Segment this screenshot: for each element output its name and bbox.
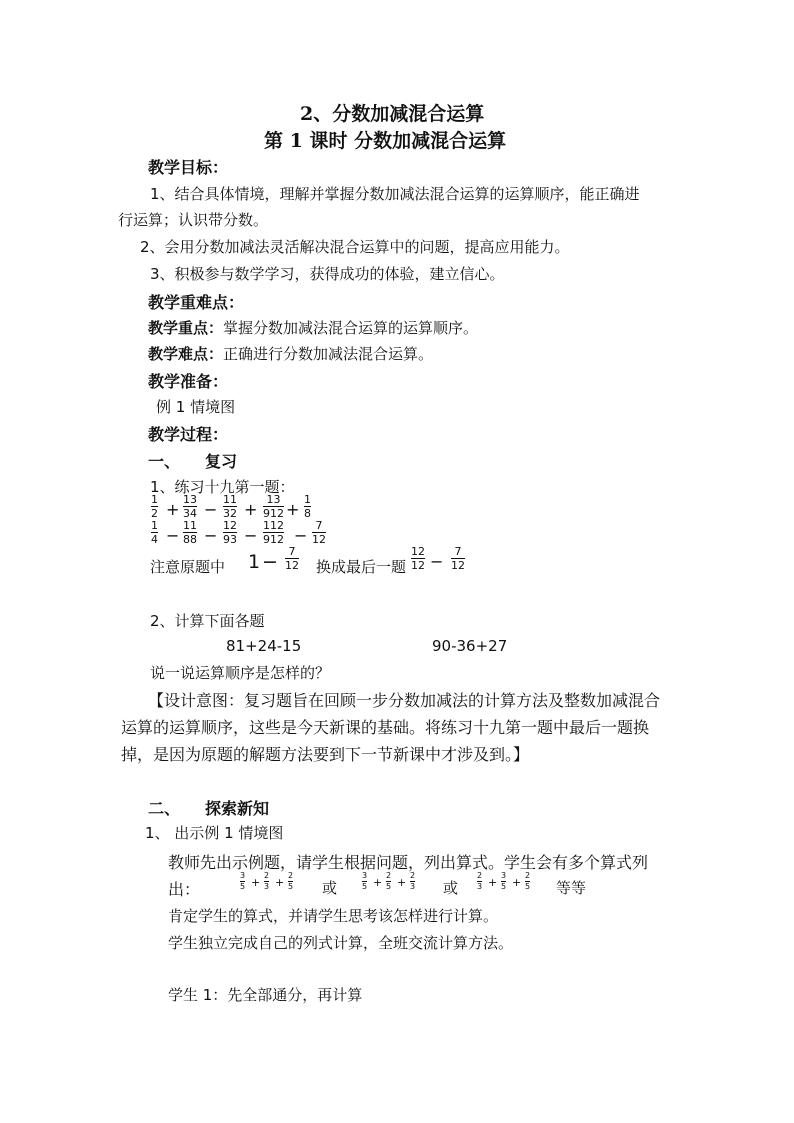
calc-1: 81+24-15: [226, 637, 302, 655]
plus: +: [251, 876, 261, 889]
difficulty-label: 教学难点：: [148, 345, 224, 363]
fraction: 11 88: [183, 519, 197, 546]
fraction: 13 912: [263, 493, 284, 520]
independent-text: 学生独立完成自己的列式计算，全班交流计算方法。: [168, 934, 514, 952]
plus: +: [512, 876, 522, 889]
talk-question: 说一说运算顺序是怎样的？: [150, 664, 331, 682]
fraction: 2 3: [410, 871, 416, 891]
design-intent-line-1: 【设计意图：复习题旨在回顾一步分数加减法的计算方法及整数加减混合: [148, 691, 661, 710]
teacher-line-2: 出：: [168, 880, 201, 899]
focus-text: 掌握分数加减法混合运算的运算顺序。: [223, 319, 479, 337]
section-1-number: 一、: [148, 452, 181, 471]
objective-1-line-1: 1、结合具体情境，理解并掌握分数加减法混合运算的运算顺序，能正确进: [150, 185, 640, 203]
teacher-line-1: 教师先出示例题，请学生根据问题，列出算式。学生会有多个算式列: [168, 853, 649, 872]
focus-label: 教学重点：: [148, 319, 224, 337]
fraction: 2 3: [477, 871, 483, 891]
preparation-text: 例 1 情境图: [156, 398, 236, 416]
fraction: 13 34: [183, 493, 197, 520]
objectives-heading: 教学目标：: [148, 158, 229, 177]
exercise-2-label: 2、计算下面各题: [150, 612, 265, 630]
student-1-text: 学生 1：先全部通分，再计算: [168, 986, 363, 1004]
difficulty-text: 正确进行分数加减法混合运算。: [223, 345, 434, 363]
note-fraction: 12 12: [411, 545, 425, 572]
operator: +: [286, 500, 300, 519]
fraction: 1 4: [151, 519, 158, 546]
fraction: 12 93: [223, 519, 237, 546]
operator: −: [166, 526, 180, 545]
section-1-title: 复习: [205, 452, 238, 471]
fraction: 2 3: [264, 871, 270, 891]
note-prefix: 注意原题中: [150, 558, 226, 576]
focus-line: [148, 317, 478, 338]
fraction: 2 5: [525, 871, 531, 891]
operator: −: [244, 526, 258, 545]
fraction: 3 5: [362, 871, 368, 891]
design-intent-line-2: 运算的运算顺序，这些是今天新课的基础。将练习十九第一题中最后一题换: [121, 718, 650, 737]
fraction: 112 912: [263, 519, 284, 546]
difficulty-line: [148, 343, 433, 364]
note-minus: −: [430, 552, 444, 571]
fraction: 2 5: [288, 871, 294, 891]
fraction: 1 2: [151, 493, 158, 520]
fraction: 1 8: [304, 493, 311, 520]
note-fraction: 7 12: [285, 545, 299, 572]
operator: −: [204, 500, 218, 519]
plus: +: [275, 876, 285, 889]
objective-1-line-2: 行运算；认识带分数。: [118, 211, 269, 229]
plus: +: [397, 876, 407, 889]
note-one: 1: [248, 551, 261, 573]
objective-2: 2、会用分数加减法灵活解决混合运算中的问题，提高应用能力。: [140, 238, 570, 256]
section-2-title: 探索新知: [205, 799, 270, 818]
plus: +: [488, 876, 498, 889]
or-2: 或: [443, 879, 459, 897]
exercise-1-label: 1、练习十九第一题：: [150, 478, 295, 496]
note-fraction: 7 12: [451, 545, 465, 572]
affirm-text: 肯定学生的算式，并请学生思考该怎样进行计算。: [168, 907, 499, 925]
or-1: 或: [322, 879, 338, 897]
fraction: 7 12: [312, 519, 326, 546]
fraction: 11 32: [223, 493, 237, 520]
preparation-heading: 教学准备：: [148, 372, 229, 391]
section-2-number: 二、: [148, 799, 181, 818]
operator: −: [294, 526, 308, 545]
fraction: 2 5: [386, 871, 392, 891]
calc-2: 90-36+27: [432, 637, 508, 655]
note-middle: 换成最后一题: [316, 558, 407, 576]
operator: −: [204, 526, 218, 545]
plus: +: [373, 876, 383, 889]
lesson-title: 2、分数加减混合运算: [300, 103, 485, 125]
operator: +: [244, 500, 258, 519]
keypoints-heading: 教学重难点：: [148, 293, 245, 312]
design-intent-line-3: 掉，是因为原题的解题方法要到下一节新课中才涉及到。】: [121, 745, 530, 764]
process-heading: 教学过程：: [148, 425, 229, 444]
objective-3: 3、积极参与数学学习，获得成功的体验，建立信心。: [150, 265, 505, 283]
fraction: 3 5: [240, 871, 246, 891]
operator: +: [166, 500, 180, 519]
note-minus: −: [262, 551, 278, 573]
fraction: 3 5: [501, 871, 507, 891]
step-1: 1、 出示例 1 情境图: [145, 824, 284, 842]
etc: 等等: [556, 879, 587, 897]
lesson-subtitle: 第 1 课时 分数加减混合运算: [264, 130, 507, 152]
